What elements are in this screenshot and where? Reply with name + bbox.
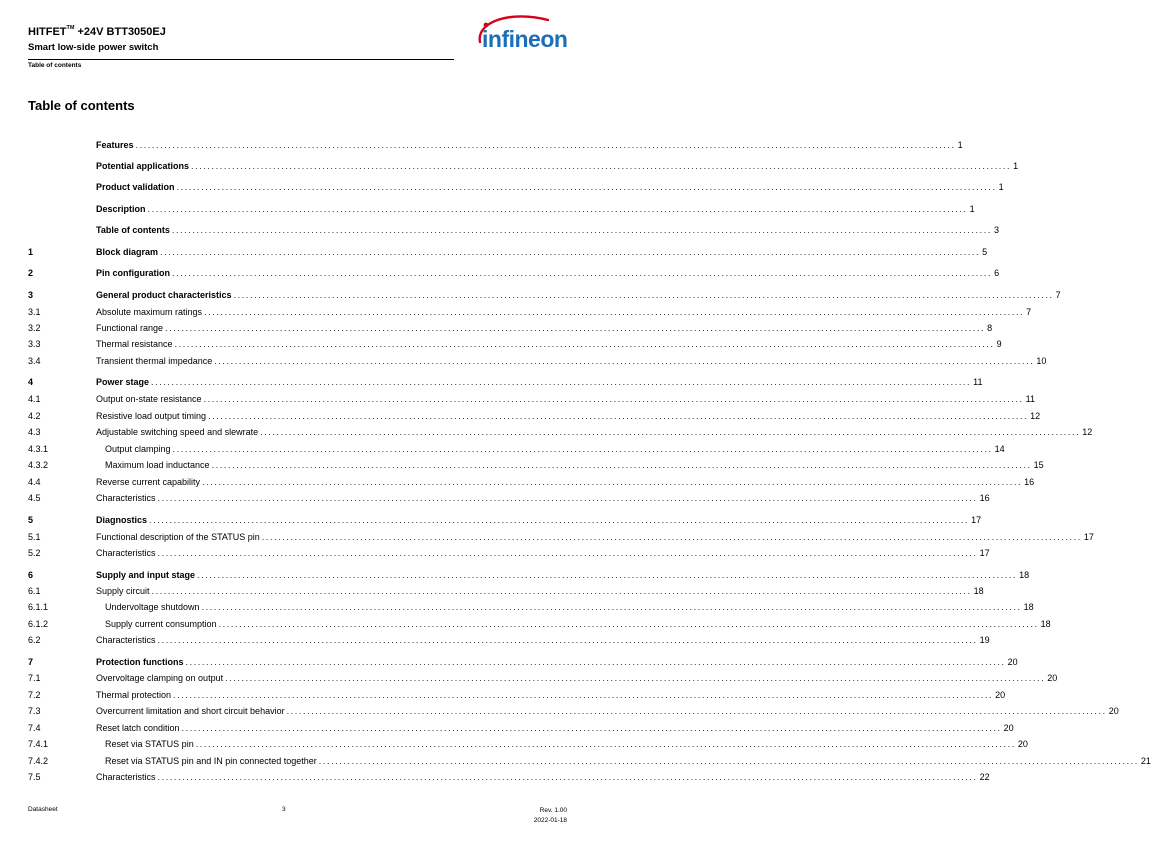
- toc-entry-line: [96, 338, 1002, 350]
- toc-dot-leader: ........................................................................................................................................................................................................: [181, 723, 1002, 733]
- toc-dot-leader: ........................................................................................................................................................................................................: [218, 619, 1039, 629]
- toc-entry-number: 4.2: [28, 411, 41, 421]
- toc-dot-leader: ........................................................................................................................................................................................................: [160, 247, 981, 257]
- toc-entry-line: [96, 634, 990, 646]
- toc-dot-leader: ........................................................................................................................................................................................................: [185, 657, 1006, 667]
- toc-dot-leader: ........................................................................................................................................................................................................: [214, 356, 1035, 366]
- toc-entry-number: 3.2: [28, 323, 41, 333]
- toc-entry-label[interactable]: Overcurrent limitation and short circuit behavior: [96, 706, 285, 716]
- toc-entry-page[interactable]: 15: [1033, 460, 1044, 470]
- toc-entry-label[interactable]: Pin configuration: [96, 268, 170, 278]
- toc-entry-line: [96, 601, 1034, 613]
- toc-entry-line: [96, 531, 1094, 543]
- toc-entry-page[interactable]: 20: [1108, 706, 1119, 716]
- toc-entry-number: 6.1.1: [28, 602, 49, 612]
- toc-entry[interactable]: [0, 656, 1018, 668]
- toc-entry[interactable]: [0, 410, 1041, 422]
- toc-entry-line: [96, 569, 1030, 581]
- toc-entry-number: 7: [28, 657, 34, 667]
- footer-date: 2022-01-18: [533, 817, 567, 824]
- toc-dot-leader: ........................................................................................................................................................................................................: [157, 635, 978, 645]
- toc-entry-page[interactable]: 7: [1055, 290, 1061, 300]
- toc-entry[interactable]: [0, 322, 993, 334]
- toc-entry-label[interactable]: Potential applications: [96, 161, 190, 171]
- toc-entry-number: 1: [28, 247, 34, 257]
- toc-entry-line: [96, 393, 1036, 405]
- toc-entry-page[interactable]: 17: [971, 515, 982, 525]
- toc-entry-line: [96, 160, 1019, 172]
- toc-entry-page[interactable]: 1: [998, 182, 1004, 192]
- toc-entry-label[interactable]: Supply current consumption: [105, 619, 217, 629]
- toc-dot-leader: ........................................................................................................................................................................................................: [172, 444, 993, 454]
- toc-entry[interactable]: [0, 355, 1047, 367]
- toc-entry-label[interactable]: Characteristics: [96, 493, 156, 503]
- toc-dot-leader: ........................................................................................................................................................................................................: [201, 602, 1022, 612]
- toc-entry-number: 7.4.2: [28, 756, 49, 766]
- toc-entry-label[interactable]: Reset via STATUS pin and IN pin connected together: [105, 756, 317, 766]
- toc-entry[interactable]: [0, 393, 1036, 405]
- toc-dot-leader: ........................................................................................................................................................................................................: [172, 268, 993, 278]
- toc-entry-label[interactable]: Block diagram: [96, 247, 159, 257]
- header-section-label: Table of contents: [28, 62, 82, 69]
- toc-entry-number: 7.3: [28, 706, 41, 716]
- toc-entry-page[interactable]: 12: [1030, 411, 1041, 421]
- toc-entry-line: [96, 547, 990, 559]
- toc-entry-number: 3.1: [28, 307, 41, 317]
- toc-entry-line: [96, 618, 1051, 630]
- toc-dot-leader: ........................................................................................................................................................................................................: [157, 548, 978, 558]
- toc-entry-label[interactable]: Thermal resistance: [96, 339, 173, 349]
- toc-dot-leader: ........................................................................................................................................................................................................: [208, 411, 1029, 421]
- toc-entry-label[interactable]: Diagnostics: [96, 515, 148, 525]
- toc-entry[interactable]: [0, 531, 1094, 543]
- toc-entry-line: [96, 181, 1004, 193]
- toc-entry-line: [96, 492, 990, 504]
- toc-entry[interactable]: [0, 738, 1028, 750]
- toc-entry-label[interactable]: Output clamping: [105, 444, 171, 454]
- page-title: Table of contents: [28, 98, 135, 113]
- toc-dot-leader: ........................................................................................................................................................................................................: [202, 477, 1023, 487]
- toc-entry-label[interactable]: Supply and input stage: [96, 570, 196, 580]
- toc-entry-line: [96, 224, 999, 236]
- toc-entry-label[interactable]: Supply circuit: [96, 586, 150, 596]
- toc-entry[interactable]: [0, 634, 990, 646]
- toc-entry-line: [96, 514, 982, 526]
- toc-entry-line: [96, 246, 988, 258]
- toc-entry-page[interactable]: 20: [1007, 657, 1018, 667]
- toc-entry[interactable]: [0, 376, 983, 388]
- toc-entry-number: 5.2: [28, 548, 41, 558]
- toc-entry[interactable]: [0, 443, 1005, 455]
- toc-entry[interactable]: [0, 689, 1006, 701]
- toc-entry-page[interactable]: 20: [1003, 723, 1014, 733]
- toc-entry-page[interactable]: 1: [969, 204, 975, 214]
- toc-dot-leader: ........................................................................................................................................................................................................: [204, 307, 1025, 317]
- toc-entry-line: [96, 443, 1005, 455]
- toc-dot-leader: ........................................................................................................................................................................................................: [173, 690, 994, 700]
- toc-entry-page[interactable]: 20: [995, 690, 1006, 700]
- toc-entry[interactable]: [0, 160, 1019, 172]
- toc-entry-page[interactable]: 8: [987, 323, 993, 333]
- header-rule: [28, 59, 454, 60]
- toc-dot-leader: ........................................................................................................................................................................................................: [176, 182, 997, 192]
- toc-entry-line: [96, 139, 963, 151]
- toc-entry-number: 4.5: [28, 493, 41, 503]
- toc-dot-leader: ........................................................................................................................................................................................................: [211, 460, 1032, 470]
- toc-entry-line: [96, 771, 990, 783]
- toc-entry-page[interactable]: 21: [1140, 756, 1151, 766]
- toc-entry-number: 6.1: [28, 586, 41, 596]
- toc-entry-number: 6: [28, 570, 34, 580]
- toc-entry-number: 6.2: [28, 635, 41, 645]
- toc-entry-number: 3.3: [28, 339, 41, 349]
- toc-entry-number: 3: [28, 290, 34, 300]
- toc-entry-line: [96, 306, 1032, 318]
- toc-entry-label[interactable]: Characteristics: [96, 548, 156, 558]
- toc-entry-page[interactable]: 18: [1040, 619, 1051, 629]
- toc-entry[interactable]: [0, 306, 1032, 318]
- toc-dot-leader: ........................................................................................................................................................................................................: [197, 570, 1018, 580]
- toc-entry-line: [96, 355, 1047, 367]
- toc-entry-page[interactable]: 12: [1082, 427, 1093, 437]
- toc-entry-page[interactable]: 16: [1024, 477, 1035, 487]
- toc-entry-label[interactable]: Maximum load inductance: [105, 460, 210, 470]
- toc-entry-line: [96, 755, 1151, 767]
- toc-entry[interactable]: [0, 289, 1061, 301]
- toc-entry-number: 3.4: [28, 356, 41, 366]
- toc-entry-line: [96, 203, 975, 215]
- toc-entry-line: [96, 705, 1119, 717]
- toc-entry-label[interactable]: Thermal protection: [96, 690, 172, 700]
- toc-entry-line: [96, 459, 1044, 471]
- toc-entry-line: [96, 289, 1061, 301]
- toc-entry[interactable]: [0, 139, 963, 151]
- toc-entry[interactable]: [0, 722, 1014, 734]
- toc-entry[interactable]: [0, 618, 1051, 630]
- toc-entry-label[interactable]: Functional description of the STATUS pin: [96, 532, 260, 542]
- toc-entry-number: 4.3.2: [28, 460, 49, 470]
- toc-dot-leader: ........................................................................................................................................................................................................: [149, 515, 970, 525]
- toc-dot-leader: ........................................................................................................................................................................................................: [203, 394, 1024, 404]
- toc-entry-page[interactable]: 6: [994, 268, 1000, 278]
- toc-entry-number: 6.1.2: [28, 619, 49, 629]
- toc-dot-leader: ........................................................................................................................................................................................................: [135, 140, 956, 150]
- toc-entry-line: [96, 689, 1006, 701]
- toc-entry-number: 5.1: [28, 532, 41, 542]
- toc-entry-number: 7.4.1: [28, 739, 49, 749]
- toc-entry-page[interactable]: 11: [1025, 394, 1036, 404]
- toc-entry-line: [96, 267, 1000, 279]
- toc-entry-page[interactable]: 18: [1019, 570, 1030, 580]
- toc-dot-leader: ........................................................................................................................................................................................................: [174, 339, 995, 349]
- toc-dot-leader: ........................................................................................................................................................................................................: [261, 532, 1082, 542]
- toc-dot-leader: ........................................................................................................................................................................................................: [286, 706, 1107, 716]
- toc-entry-page[interactable]: 3: [993, 225, 999, 235]
- toc-entry[interactable]: [0, 267, 1000, 279]
- toc-entry-page[interactable]: 5: [982, 247, 988, 257]
- toc-entry-page[interactable]: 17: [1083, 532, 1094, 542]
- toc-entry-label[interactable]: Description: [96, 204, 146, 214]
- toc-entry[interactable]: [0, 585, 984, 597]
- toc-entry-label[interactable]: Product validation: [96, 182, 175, 192]
- toc-dot-leader: ........................................................................................................................................................................................................: [171, 225, 992, 235]
- toc-entry-line: [96, 426, 1093, 438]
- toc-entry[interactable]: [0, 547, 990, 559]
- toc-entry[interactable]: [0, 338, 1002, 350]
- footer-revision: [534, 806, 567, 826]
- toc-entry-label[interactable]: Characteristics: [96, 772, 156, 782]
- toc-entry-label[interactable]: Functional range: [96, 323, 164, 333]
- toc-entry[interactable]: [0, 755, 1151, 767]
- toc-entry[interactable]: [0, 672, 1058, 684]
- toc-dot-leader: ........................................................................................................................................................................................................: [147, 204, 968, 214]
- toc-entry-page[interactable]: 7: [1026, 307, 1032, 317]
- toc-entry-label[interactable]: Table of contents: [96, 225, 170, 235]
- toc-entry[interactable]: [0, 203, 975, 215]
- toc-entry-page[interactable]: 18: [973, 586, 984, 596]
- toc-entry[interactable]: [0, 181, 1004, 193]
- logo-wordmark: infineon: [482, 26, 568, 52]
- toc-entry-number: 4.4: [28, 477, 41, 487]
- toc-dot-leader: ........................................................................................................................................................................................................: [225, 673, 1046, 683]
- toc-entry-label[interactable]: Protection functions: [96, 657, 184, 667]
- toc-dot-leader: ........................................................................................................................................................................................................: [157, 493, 978, 503]
- toc-dot-leader: ........................................................................................................................................................................................................: [165, 323, 986, 333]
- toc-entry-number: 5: [28, 515, 34, 525]
- toc-entry-label[interactable]: Overvoltage clamping on output: [96, 673, 224, 683]
- toc-entry[interactable]: [0, 426, 1093, 438]
- toc-entry-page[interactable]: 10: [1036, 356, 1047, 366]
- toc-entry-label[interactable]: Undervoltage shutdown: [105, 602, 200, 612]
- toc-entry[interactable]: [0, 705, 1119, 717]
- toc-entry-page[interactable]: 22: [979, 772, 990, 782]
- toc-entry[interactable]: [0, 492, 990, 504]
- toc-entry-number: 4.3: [28, 427, 41, 437]
- toc-entry-label[interactable]: Transient thermal impedance: [96, 356, 213, 366]
- toc-entry-page[interactable]: 14: [994, 444, 1005, 454]
- footer-doc-type: Datasheet: [28, 806, 58, 813]
- toc-entry-page[interactable]: 17: [979, 548, 990, 558]
- toc-entry-line: [96, 738, 1028, 750]
- toc-entry-number: 4: [28, 377, 34, 387]
- toc-entry-label[interactable]: Features: [96, 140, 134, 150]
- footer-rev: Rev. 1.00: [539, 807, 567, 814]
- toc-entry-number: 4.1: [28, 394, 41, 404]
- toc-entry[interactable]: [0, 514, 982, 526]
- toc-entry-line: [96, 410, 1041, 422]
- toc-entry-line: [96, 322, 993, 334]
- toc-entry-number: 7.5: [28, 772, 41, 782]
- toc-entry-label[interactable]: Reverse current capability: [96, 477, 201, 487]
- toc-entry-label[interactable]: General product characteristics: [96, 290, 232, 300]
- toc-dot-leader: ........................................................................................................................................................................................................: [233, 290, 1054, 300]
- toc-entry-label[interactable]: Adjustable switching speed and slewrate: [96, 427, 259, 437]
- toc-entry-line: [96, 476, 1035, 488]
- toc-entry-number: 7.2: [28, 690, 41, 700]
- document-subtitle: Smart low-side power switch: [28, 42, 159, 53]
- toc-entry-line: [96, 585, 984, 597]
- toc-dot-leader: ........................................................................................................................................................................................................: [157, 772, 978, 782]
- toc-entry-number: 2: [28, 268, 34, 278]
- toc-dot-leader: ........................................................................................................................................................................................................: [195, 739, 1016, 749]
- toc-entry-page[interactable]: 9: [996, 339, 1002, 349]
- toc-entry-page[interactable]: 18: [1023, 602, 1034, 612]
- toc-entry-number: 4.3.1: [28, 444, 49, 454]
- toc-entry-label[interactable]: Resistive load output timing: [96, 411, 207, 421]
- toc-entry-page[interactable]: 11: [973, 377, 983, 387]
- toc-entry-line: [96, 722, 1014, 734]
- toc-entry-label[interactable]: Characteristics: [96, 635, 156, 645]
- toc-dot-leader: ........................................................................................................................................................................................................: [260, 427, 1081, 437]
- toc-dot-leader: ........................................................................................................................................................................................................: [151, 586, 972, 596]
- toc-entry-line: [96, 672, 1058, 684]
- toc-entry-label[interactable]: Reset latch condition: [96, 723, 180, 733]
- toc-entry-label[interactable]: Output on-state resistance: [96, 394, 202, 404]
- toc-entry-number: 7.1: [28, 673, 41, 683]
- toc-entry[interactable]: [0, 246, 988, 258]
- toc-entry-label[interactable]: Power stage: [96, 377, 150, 387]
- toc-entry-label[interactable]: Absolute maximum ratings: [96, 307, 203, 317]
- document-title: HITFET™ +24V BTT3050EJ: [28, 25, 166, 38]
- toc-entry-page[interactable]: 16: [979, 493, 990, 503]
- toc-entry[interactable]: [0, 459, 1044, 471]
- toc-entry-page[interactable]: 19: [979, 635, 990, 645]
- toc-entry-page[interactable]: 20: [1047, 673, 1058, 683]
- toc-entry-page[interactable]: 1: [1013, 161, 1019, 171]
- toc-entry[interactable]: [0, 224, 999, 236]
- toc-entry-page[interactable]: 1: [957, 140, 963, 150]
- toc-entry[interactable]: [0, 601, 1034, 613]
- toc-entry[interactable]: [0, 569, 1030, 581]
- toc-entry-line: [96, 376, 983, 388]
- toc-dot-leader: ........................................................................................................................................................................................................: [191, 161, 1012, 171]
- toc-entry-number: 7.4: [28, 723, 41, 733]
- toc-entry-page[interactable]: 20: [1017, 739, 1028, 749]
- footer-page-number: 3: [282, 806, 286, 813]
- toc-entry[interactable]: [0, 476, 1035, 488]
- toc-dot-leader: ........................................................................................................................................................................................................: [151, 377, 972, 387]
- infineon-logo: [470, 12, 588, 62]
- toc-entry-line: [96, 656, 1018, 668]
- toc-entry-label[interactable]: Reset via STATUS pin: [105, 739, 194, 749]
- toc-entry[interactable]: [0, 771, 990, 783]
- toc-dot-leader: ........................................................................................................................................................................................................: [318, 756, 1139, 766]
